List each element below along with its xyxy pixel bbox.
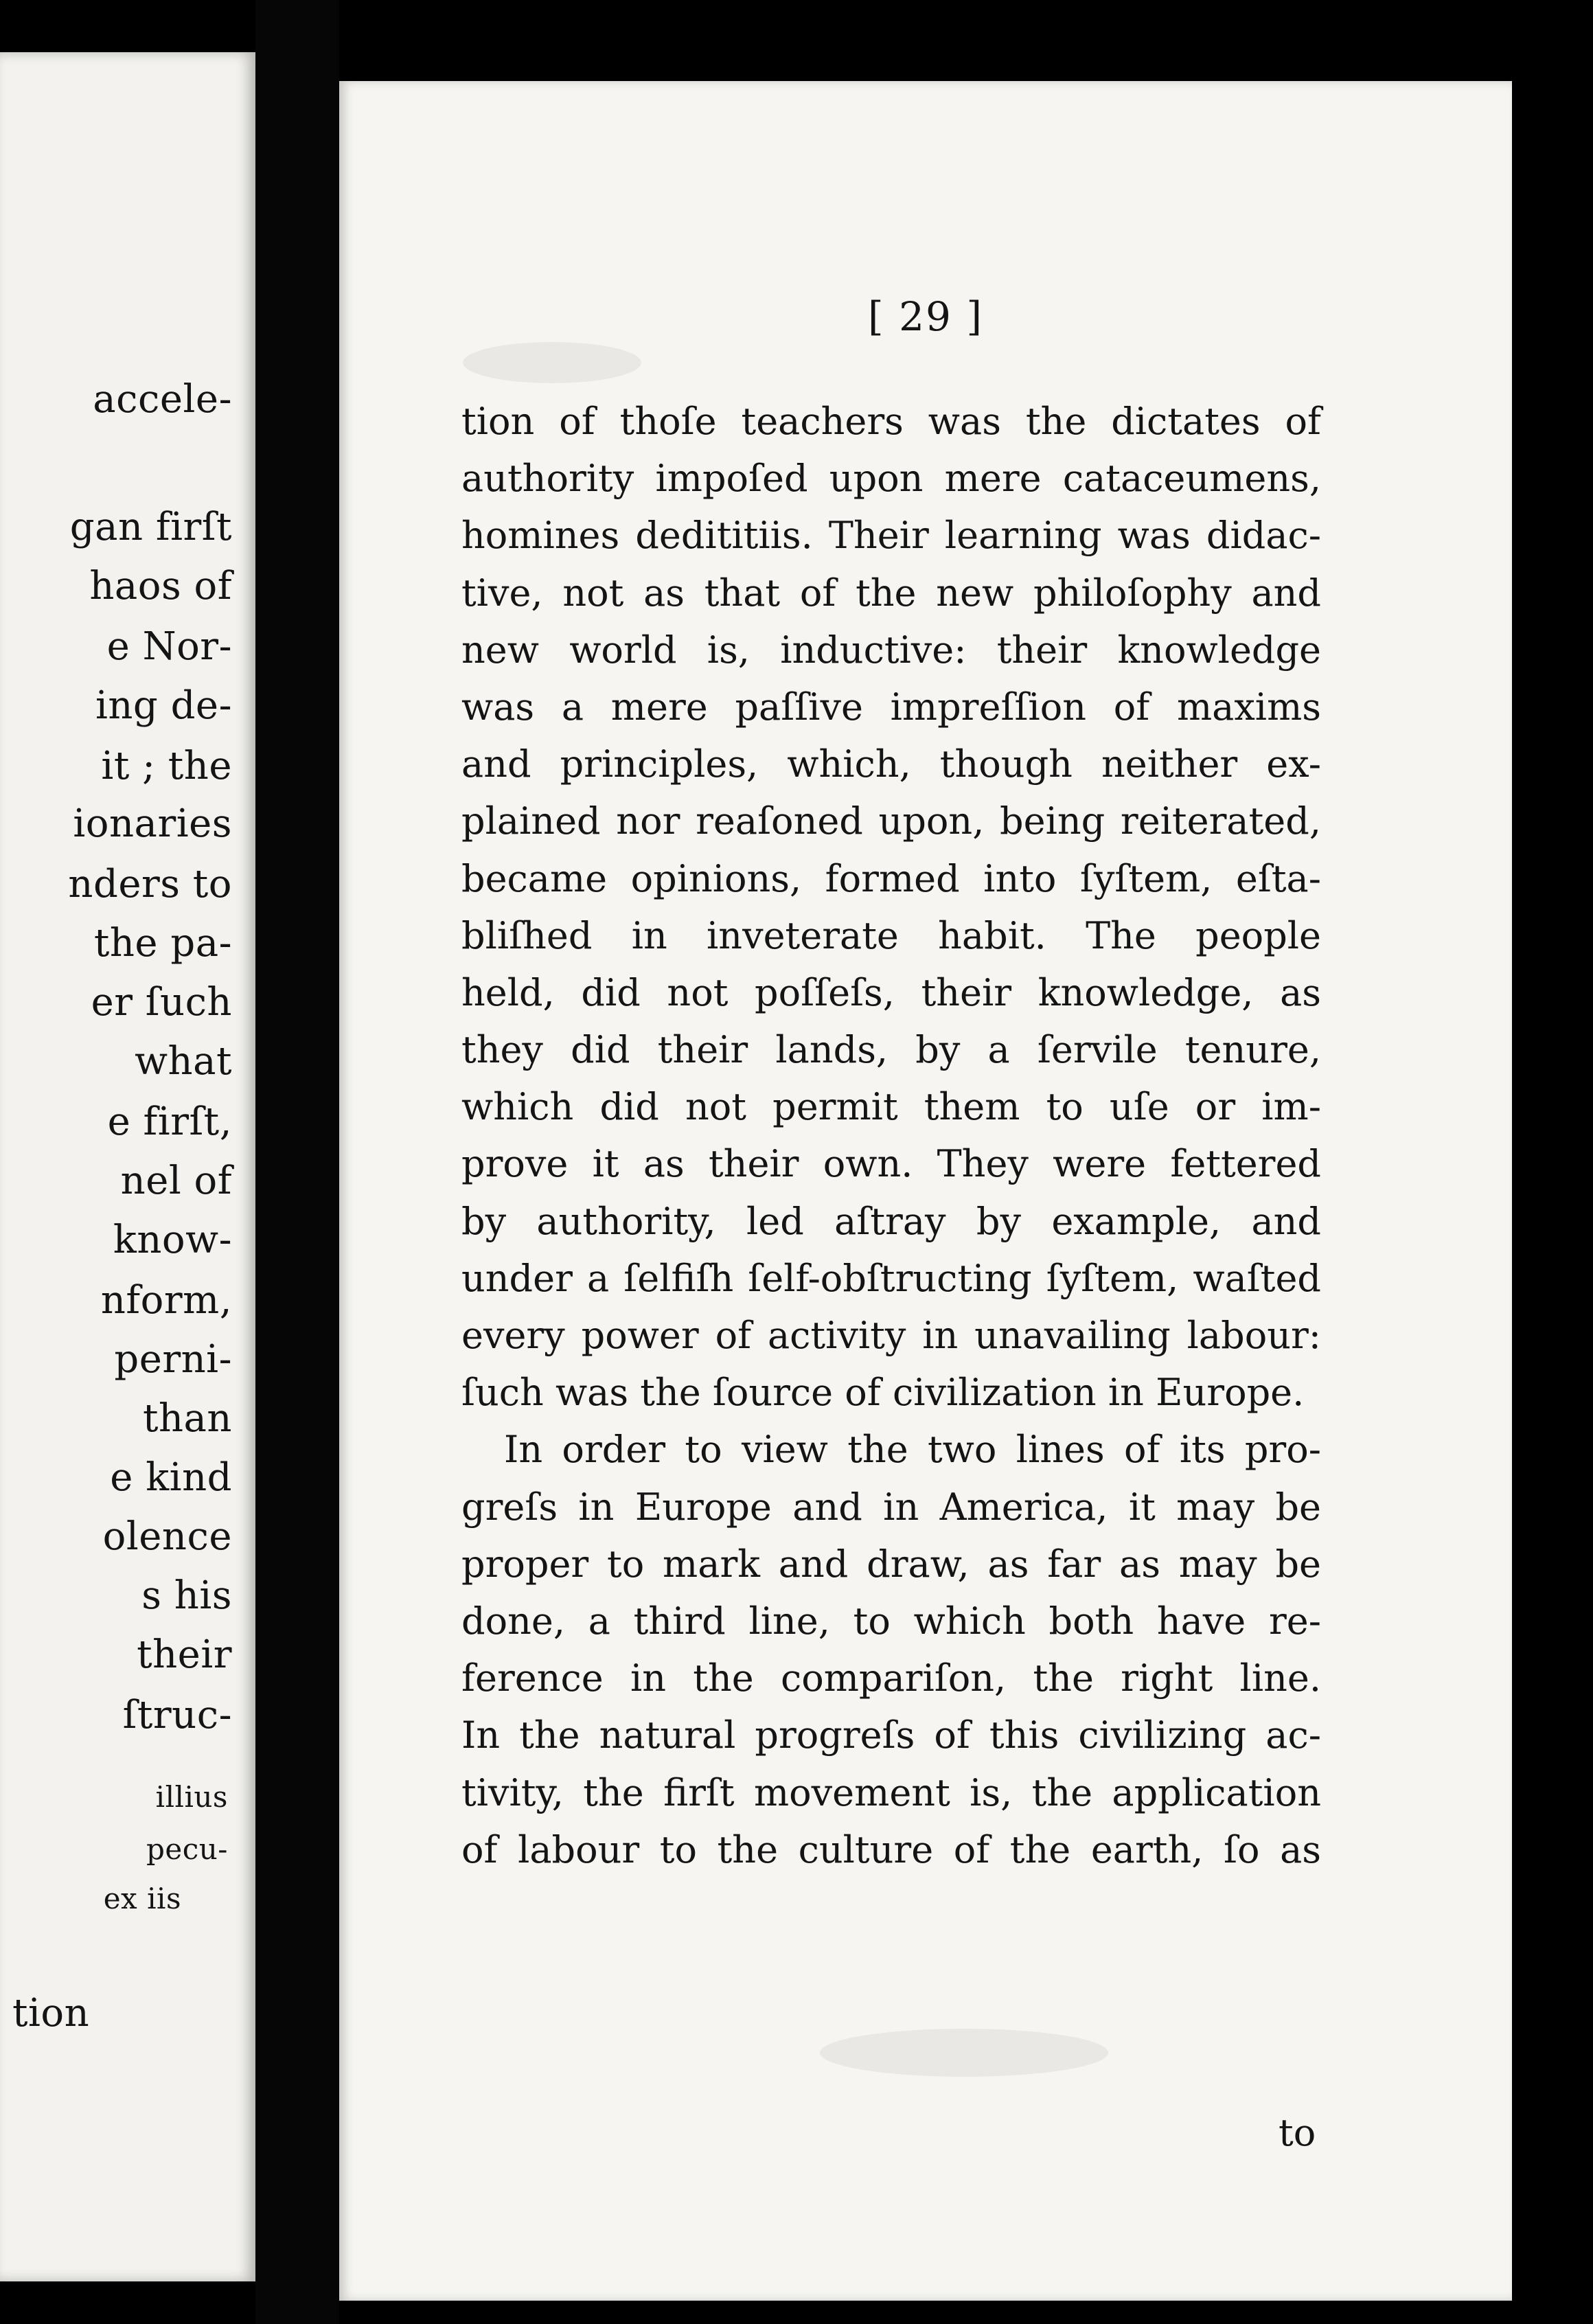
text-line: they did their lands, by a ſervile tenure, [461, 1028, 1321, 1072]
left-page-footnote-fragment: ex iis [103, 1882, 181, 1915]
left-page-text-fragment: olence [102, 1514, 232, 1559]
left-page-text-fragment: than [142, 1396, 232, 1441]
left-page-text-fragment: it ; the [101, 744, 232, 788]
body-text [461, 393, 1321, 1878]
left-page-text-fragment: ſtruc- [122, 1693, 232, 1738]
text-line: bliſhed in inveterate habit. The people [461, 913, 1321, 957]
text-line: tivity, the firſt movement is, the application [461, 1770, 1321, 1814]
text-line: under a ſelfiſh ſelf-obſtructing ſyſtem, waſted [461, 1256, 1321, 1300]
text-line: ference in the compariſon, the right line. [461, 1656, 1321, 1700]
page-smudge [463, 342, 641, 383]
book-gutter [255, 0, 339, 2324]
text-line: ſuch was the ſource of civilization in Europe. [461, 1371, 1305, 1415]
text-line: done, a third line, to which both have re- [461, 1599, 1321, 1643]
text-line: which did not permit them to uſe or im- [461, 1085, 1321, 1129]
left-page-text-fragment: nel of [120, 1159, 232, 1203]
page-number: [ 29 ] [868, 293, 983, 340]
text-line: In the natural progreſs of this civilizing ac- [461, 1713, 1321, 1757]
left-page-text-fragment: what [135, 1039, 232, 1084]
left-page-text-fragment: haos of [89, 564, 232, 608]
text-line: by authority, led aſtray by example, and [461, 1199, 1321, 1243]
left-page-text-fragment: e Nor- [106, 624, 232, 669]
text-line: and principles, which, though neither ex- [461, 742, 1321, 786]
text-line: new world is, inductive: their knowledge [461, 628, 1321, 672]
left-page-text-fragment: perni- [114, 1337, 232, 1382]
text-line: held, did not poſſeſs, their knowledge, as [461, 970, 1321, 1014]
left-page-text-fragment: nders to [68, 862, 232, 907]
text-line: greſs in Europe and in America, it may be [461, 1485, 1321, 1529]
left-page-text-fragment: nform, [100, 1278, 232, 1323]
left-page-text-fragment: e firſt, [107, 1100, 232, 1144]
text-line: In order to view the two lines of its pro- [504, 1428, 1321, 1472]
text-line: authority impoſed upon mere cataceumens, [461, 457, 1321, 501]
left-page-text-fragment: ing de- [95, 683, 232, 728]
left-page-text-fragment: e kind [110, 1455, 232, 1500]
catchword: to [1279, 2111, 1316, 2154]
text-line: was a mere paſſive impreſſion of maxims [461, 685, 1321, 729]
text-line: homines dedititiis. Their learning was didac- [461, 514, 1321, 558]
left-page-text-fragment: gan firſt [69, 505, 232, 549]
left-page-text-fragment: ionaries [73, 801, 232, 846]
page-smudge [820, 2029, 1108, 2077]
left-page-text-fragment: their [137, 1632, 232, 1677]
left-page-catchword: tion [12, 1991, 90, 2036]
left-page-text-fragment: know- [113, 1218, 232, 1262]
text-line: prove it as their own. They were fettered [461, 1142, 1321, 1186]
left-page-text-fragment: s his [141, 1573, 232, 1618]
right-page [339, 81, 1512, 2301]
text-line: of labour to the culture of the earth, ſo as [461, 1827, 1321, 1871]
text-line: every power of activity in unavailing labour: [461, 1314, 1321, 1357]
text-line: plained nor reaſoned upon, being reiterated, [461, 799, 1321, 843]
text-line: became opinions, formed into ſyſtem, eſta- [461, 856, 1321, 900]
text-line: tive, not as that of the new philoſophy and [461, 571, 1321, 615]
left-page [0, 52, 255, 2281]
left-page-footnote-fragment: illius [155, 1780, 228, 1814]
left-page-footnote-fragment: pecu- [146, 1832, 228, 1866]
left-page-text-fragment: the pa- [93, 921, 232, 966]
left-page-text-fragment: er ſuch [91, 980, 232, 1025]
text-line: tion of thoſe teachers was the dictates of [461, 400, 1321, 443]
text-line: proper to mark and draw, as far as may be [461, 1542, 1321, 1586]
left-page-text-fragment: accele- [93, 377, 232, 422]
